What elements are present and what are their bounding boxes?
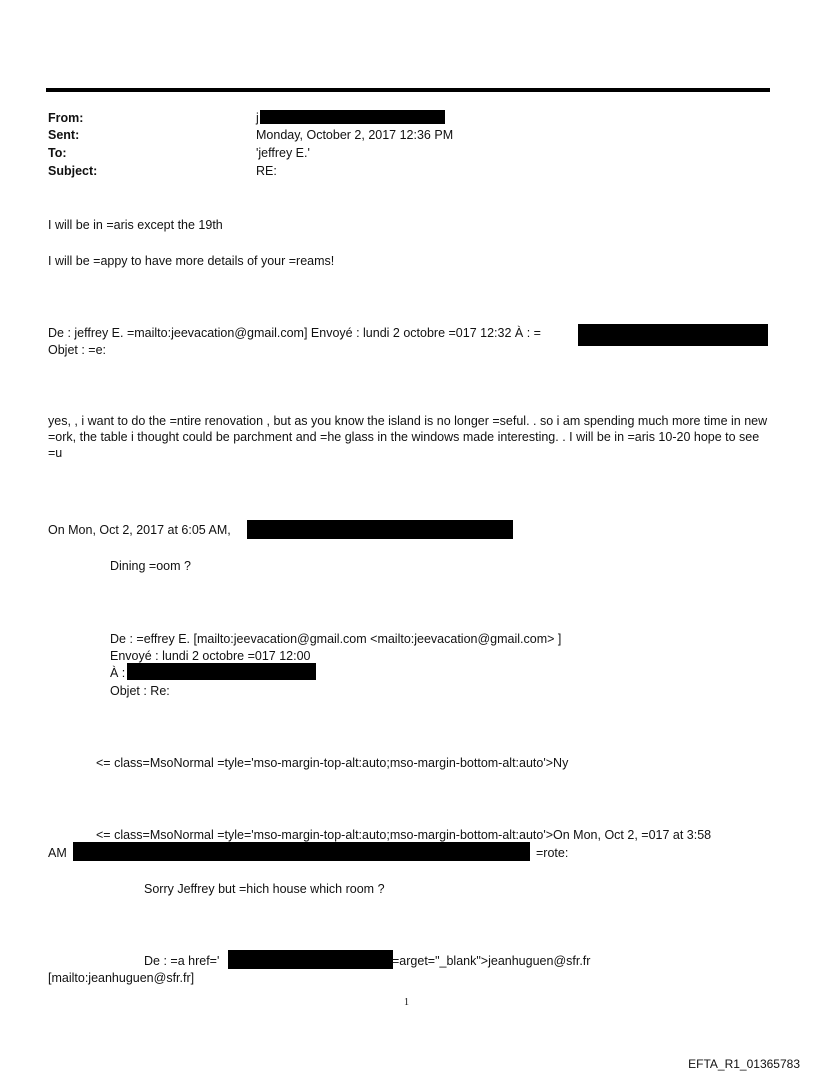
sent-value: Monday, October 2, 2017 12:36 PM: [256, 128, 454, 142]
body-line-1: I will be in =aris except the 19th: [48, 218, 223, 232]
header-rule: [46, 88, 770, 92]
sorry-line: Sorry Jeffrey but =hich house which room ?: [144, 882, 385, 896]
envoye2-line: Envoyé : lundi 2 octobre =017 12:00: [110, 649, 311, 663]
a2-line: À :: [110, 666, 126, 680]
document-id: EFTA_R1_01365783: [688, 1057, 800, 1071]
am-text: AM: [48, 846, 67, 860]
body-line-2: I will be =appy to have more details of your =reams!: [48, 254, 335, 268]
de3-start: De : =a href=': [144, 954, 220, 968]
redaction-quote2: [73, 842, 530, 861]
dining-line: Dining =oom ?: [110, 559, 191, 573]
quote1-de: De : jeffrey E. =mailto:jeevacation@gmail.com] Envoyé : lundi 2 octobre =017 12:32 À : =: [48, 326, 541, 340]
redaction-href: [228, 950, 393, 969]
mso-line-2: <= class=MsoNormal =tyle='mso-margin-top-alt:auto;mso-margin-bottom-alt:auto'>On Mon, Oct 2, =017 at 3:58: [96, 828, 712, 842]
to-value: 'jeffrey E.': [256, 146, 310, 160]
mso-line-1: <= class=MsoNormal =tyle='mso-margin-top-alt:auto;mso-margin-bottom-alt:auto'>Ny: [96, 756, 569, 770]
rote-text: =rote:: [536, 846, 569, 860]
page-number: 1: [404, 997, 409, 1008]
from-label: From:: [48, 111, 84, 125]
from-value: j: [256, 111, 259, 125]
quote1-objet: Objet : =e:: [48, 343, 107, 357]
redaction-from: [260, 110, 445, 124]
reply-paragraph: yes, , i want to do the =ntire renovation , but as you know the island is no longer =seful. . so i am spending much more time in new =ork, the table i thought could be parchment and =he glass in the windows made interesting. . I will be in =aris 10-20 hope to see =u: [48, 414, 768, 460]
de2-line: De : =effrey E. [mailto:jeevacation@gmail.com <mailto:jeevacation@gmail.com> ]: [110, 632, 562, 646]
subject-label: Subject:: [48, 164, 98, 178]
sent-label: Sent:: [48, 128, 80, 142]
redaction-quote1: [578, 324, 768, 346]
redaction-sender: [247, 520, 513, 539]
redaction-recipient: [127, 663, 316, 680]
on-mon-line: On Mon, Oct 2, 2017 at 6:05 AM,: [48, 523, 231, 537]
de3-end: =arget="_blank">jeanhuguen@sfr.fr: [392, 954, 591, 968]
de3-mailto: [mailto:jeanhuguen@sfr.fr]: [48, 971, 195, 985]
to-label: To:: [48, 146, 67, 160]
subject-value: RE:: [256, 164, 277, 178]
objet2-line: Objet : Re:: [110, 684, 170, 698]
